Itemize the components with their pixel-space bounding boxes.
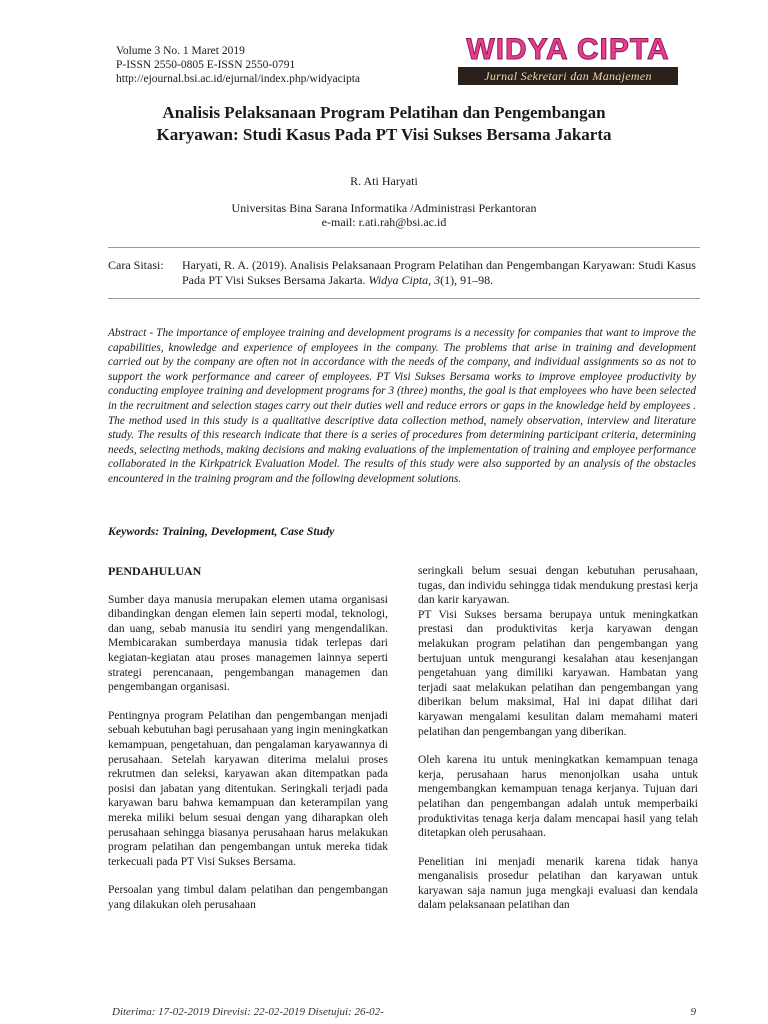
citation-rest: (1), 91–98. [440, 273, 494, 287]
section-heading: PENDAHULUAN [108, 564, 202, 578]
paper-title [100, 102, 668, 146]
paragraph: Sumber daya manusia merupakan elemen utama organisasi dibandingkan dengan elemen lain seperti modal, teknologi, dan uang, sebab manusia itu sendiri yang mengendalikan. Membicarakan sumberdaya manusia tidak terlepas dari kegiatan-kegiatan atau proses managemen lainnya seperti strategi perencanaan, pengembangan managemen dan pengembangan organisasi. [108, 593, 388, 694]
logo-name: WIDYA CIPTA [452, 34, 684, 66]
citation-sep: , [428, 273, 435, 287]
author: R. Ati Haryati [350, 174, 418, 188]
logo-subtitle: Jurnal Sekretari dan Manajemen [458, 67, 678, 85]
affiliation-block [100, 201, 668, 229]
column-right [418, 564, 698, 927]
issn-line: P-ISSN 2550-0805 E-ISSN 2550-0791 [116, 59, 296, 71]
divider-bottom [108, 298, 700, 299]
paragraph: PT Visi Sukses bersama berupaya untuk meningkatkan prestasi dan produktivitas kerja karyawan dengan melakukan program pelatihan dan pengembangan yang bertujuan untuk mengurangi kesalahan atau kesenjangan pengetahuan yang dimiliki karyawan. Hambatan yang terjadi saat melakukan pelatihan dan pengembangan yang diberikan belum maksimal, Hal ini dapat dilihat dari karyawan mengalami kesulitan dalam memahami materi pelatihan dan pengembangan yang diberikan. [418, 608, 698, 738]
citation-journal: Widya Cipta [368, 273, 429, 287]
citation [108, 258, 700, 288]
paragraph: Persoalan yang timbul dalam pelatihan dan pengembangan yang dilakukan oleh perusahaan [108, 884, 388, 911]
paragraph: seringkali belum sesuai dengan kebutuhan perusahaan, tugas, dan individu sehingga tidak mendukung prestasi kerja dan karir karyawan. [418, 565, 698, 607]
abstract [108, 326, 696, 487]
page-footer [112, 1006, 696, 1018]
paragraph: Penelitian ini menjadi menarik karena tidak hanya menganalisis prosedur pelatihan dan karyawan untuk karyawan saja namun juga mengkaji evaluasi dan kendala dalam pelaksanaan pelatihan dan [418, 855, 698, 912]
citation-text: Haryati, R. A. (2019). Analisis Pelaksanaan Program Pelatihan dan Pengembangan Karyawan: Studi Kasus Pada PT Visi Sukses Bersama Jakarta. [182, 258, 696, 287]
affiliation: Universitas Bina Sarana Informatika /Administrasi Perkantoran [231, 201, 537, 215]
journal-logo [452, 34, 684, 86]
volume-line: Volume 3 No. 1 Maret 2019 [116, 45, 245, 57]
citation-label: Cara Sitasi: [108, 258, 164, 272]
abstract-text: - The importance of employee training and development programs is a necessity for companies that want to improve the capabilities, knowledge and experience of employees in the company. The problems that arise in training and development carried out by the company are often not in accordance with the needs of the company, and individual assignments so as not to support the work performance and career of employees. PT Visi Sukses Bersama works to improve employee productivity by conducting employee training and development programs for 3 (three) months, the goal is that employees who have been selected in the recruitment and selection stages carry out their duties well and reduce errors or gaps in the knowledge held by employees . The method used in this study is a qualitative descriptive data collection method, namely observation, interview and literature study. The results of this research indicate that there is a series of procedures from determining participant criteria, determining needs, selecting methods, making decisions and making evaluations of the implementation of training and employee performance collaborated in the Kirkpatrick Evaluation Model. The results of this study were also supported by an analysis of the obstacles encountered in the training program and the following development solutions. [108, 327, 696, 485]
divider-top [108, 247, 700, 248]
column-left [108, 564, 388, 926]
citation-body [182, 258, 700, 288]
abstract-label: Abstract [108, 327, 147, 339]
email[interactable]: e-mail: r.ati.rah@bsi.ac.id [321, 215, 447, 229]
keywords: Keywords: Training, Development, Case Study [108, 524, 335, 538]
submission-dates: Diterima: 17-02-2019 Direvisi: 22-02-2019 Disetujui: 26-02- [112, 1006, 384, 1018]
journal-meta [116, 44, 360, 86]
paragraph: Pentingnya program Pelatihan dan pengembangan menjadi sebuah kebutuhan bagi perusahaan yang ingin meningkatkan kemampuan, pengetahuan, dan pengalaman karyawannya di perusahaan. Setelah karyawan diterima melalui proses rekrutmen dan seleksi, karyawan akan ditempatkan pada posisi dan jabatan yang ditentukan. Seringkali terjadi pada karyawan baru bahwa kemampuan dan keterampilan yang mereka miliki belum sesuai dengan yang diharapkan oleh perusahaan sehingga biasanya perusahaan harus melakukan program pelatihan dan pengembangan untuk mereka tidak terkecuali pada PT Visi Sukses Bersama. [108, 709, 388, 868]
page-number: 9 [690, 1006, 696, 1018]
title-line-1: Analisis Pelaksanaan Program Pelatihan dan Pengembangan [162, 103, 606, 122]
paragraph: Oleh karena itu untuk meningkatkan kemampuan tenaga kerja, perusahaan harus menonjolkan usaha untuk mengembangkan kemampuan tenaga kerjanya. Tujuan dari pelatihan dan pengembangan adalah untuk memperbaiki produktivitas tenaga kerja dalam mencapai hasil yang telah ditetapkan oleh perusahaan. [418, 754, 698, 840]
journal-url[interactable]: http://ejournal.bsi.ac.id/ejurnal/index.php/widyacipta [116, 73, 360, 85]
title-line-2: Karyawan: Studi Kasus Pada PT Visi Sukses Bersama Jakarta [156, 125, 612, 144]
citation-volume: 3 [434, 273, 441, 287]
